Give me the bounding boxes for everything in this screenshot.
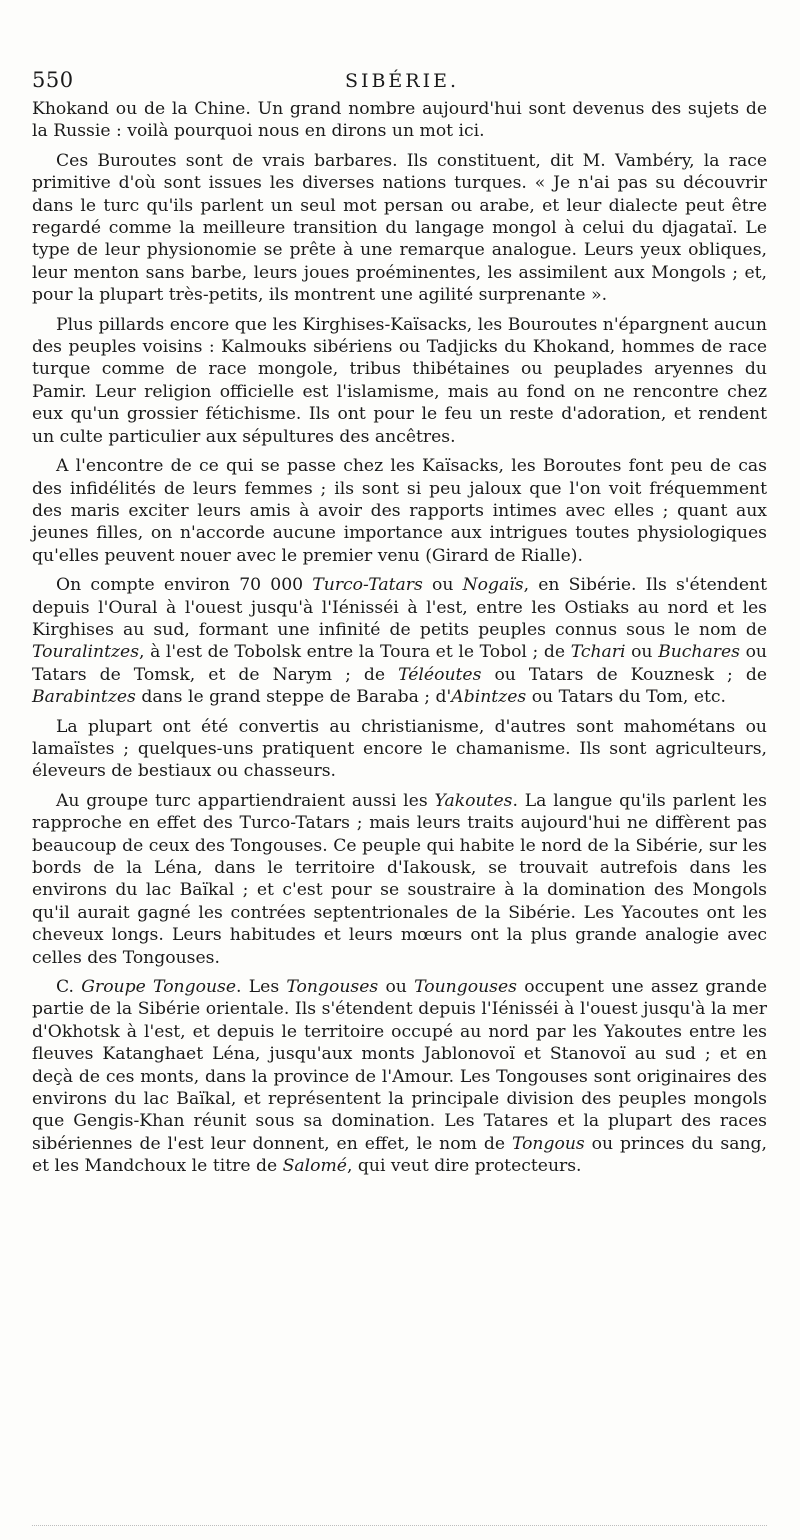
text-run: occupent une assez grande partie de la Sibérie orientale. Ils s'étendent depuis l'Iénisséi à l'ouest jusqu'à la mer d'Okhotsk à l'est, et depuis le territoire occupé au nord par les Yakoutes entre les fleuves Katanghaet Léna, jusqu'aux monts Jablonovoï et Stanovoï au sud ; et en deçà de ces monts, dans la province de l'Amour. Les Tongouses sont originaires des environs du lac Baïkal, et représentent la principale division des peuples mongols que Gengis-Khan réunit sous sa domination. Les Tatares et la plupart des races sibériennes de l'est leur donnent, en effet, le nom de bbox=[32, 977, 767, 1154]
paragraph bbox=[32, 150, 767, 307]
text-run: Au groupe turc appartiendraient aussi les bbox=[56, 790, 435, 811]
text-run: dans le grand steppe de Baraba ; d' bbox=[135, 687, 452, 708]
text-run: , à l'est de Tobolsk entre la Toura et le Tobol ; de bbox=[139, 642, 571, 663]
text-run: ou bbox=[378, 977, 415, 998]
italic-term: Nogaïs bbox=[462, 575, 524, 596]
italic-term: Turco-Tatars bbox=[312, 575, 423, 596]
paragraph bbox=[32, 716, 767, 783]
page-number: 550 bbox=[32, 68, 74, 92]
text-run: ou princes du sang, et les Mandchoux le titre de bbox=[32, 1133, 767, 1177]
italic-term: Abintzes bbox=[451, 687, 527, 708]
italic-term: Téléoutes bbox=[398, 664, 482, 685]
paragraph bbox=[32, 790, 767, 969]
paragraph bbox=[32, 314, 767, 448]
paragraph bbox=[32, 574, 767, 708]
text-run: ou bbox=[625, 642, 659, 663]
paragraph bbox=[32, 976, 767, 1178]
text-run: ou Tatars de Kouznesk ; de bbox=[481, 664, 767, 685]
footer-rule bbox=[32, 1525, 767, 1526]
text-run: Ces Buroutes sont de vrais barbares. Ils constituent, dit M. Vambéry, la race primitive d'où sont issues les diverses nations turques. « Je n'ai pas su découvrir dans le turc qu'ils parlent un seul mot persan ou arabe, et leur dialecte peut être regardé comme la meilleure transition du langage mongol à celui du djagataï. Le type de leur physionomie se prête à une remarque analogue. Leurs yeux obliques, leur menton sans barbe, leurs joues proéminentes, les assimilent aux Mongols ; et, pour la plupart très-petits, ils montrent une agilité surprenante ». bbox=[32, 150, 767, 306]
text-run: On compte environ 70 000 bbox=[56, 575, 313, 596]
italic-term: Buchares bbox=[658, 642, 740, 663]
paragraph bbox=[32, 455, 767, 567]
text-run: ou Tatars du Tom, etc. bbox=[526, 687, 727, 708]
text-run: , qui veut dire protecteurs. bbox=[346, 1156, 582, 1177]
italic-term: Barabintzes bbox=[32, 687, 136, 708]
italic-term: Touralintzes bbox=[32, 642, 140, 663]
italic-term: Yakoutes bbox=[434, 790, 513, 811]
text-run: A l'encontre de ce qui se passe chez les Kaïsacks, les Boroutes font peu de cas des infidélités de leurs femmes ; ils sont si peu jaloux que l'on voit fréquemment des maris exciter leurs amis à avoir des rapports intimes avec elles ; quant aux jeunes filles, on n'accorde aucune importance aux intrigues toutes physiologiques qu'elles peuvent nouer avec le premier venu (Girard de Rialle). bbox=[32, 456, 767, 566]
text-run: . La langue qu'ils parlent les rapproche en effet des Turco-Tatars ; mais leurs traits aujourd'hui ne diffèrent pas beaucoup de ceux des Tongouses. Ce peuple qui habite le nord de la Sibérie, sur les bords de la Léna, dans le territoire d'Iakousk, se trouvait autrefois dans les environs du lac Baïkal ; et c'est pour se soustraire à la domination des Mongols qu'il aurait gagné les contrées septentrionales de la Sibérie. Les Yacoutes ont les cheveux longs. Leurs habitudes et leurs mœurs ont la plus grande analogie avec celles des Tongouses. bbox=[32, 790, 767, 968]
page-header bbox=[32, 60, 772, 100]
italic-term: Toungouses bbox=[414, 977, 517, 998]
italic-term: Salomé bbox=[282, 1156, 347, 1177]
body-text bbox=[32, 98, 767, 1185]
text-run: Khokand ou de la Chine. Un grand nombre aujourd'hui sont devenus des sujets de la Russie : voilà pourquoi nous en dirons un mot ici. bbox=[32, 99, 767, 142]
paragraph bbox=[32, 98, 767, 143]
text-run: La plupart ont été convertis au christianisme, d'autres sont mahométans ou lamaïstes ; quelques-uns pratiquent encore le chamanisme. Ils sont agriculteurs, éleveurs de bestiaux ou chasseurs. bbox=[32, 716, 767, 782]
italic-term: Tongouses bbox=[286, 977, 379, 998]
running-head: SIBÉRIE. bbox=[344, 70, 460, 92]
text-run: , en Sibérie. Ils s'étendent depuis l'Oural à l'ouest jusqu'à l'Iénisséi à l'est, entre les Ostiaks au nord et les Kirghises au sud, formant une infinité de petits peuples connus sous le nom de bbox=[32, 575, 767, 640]
italic-term: Tongous bbox=[511, 1133, 585, 1154]
italic-term: Groupe Tongouse bbox=[81, 977, 237, 998]
text-run: ou bbox=[422, 575, 463, 596]
text-run: Plus pillards encore que les Kirghises-Kaïsacks, les Bouroutes n'épargnent aucun des peuples voisins : Kalmouks sibériens ou Tadjicks du Khokand, hommes de race turque comme de race mongole, tribus thibétaines ou peuplades aryennes du Pamir. Leur religion officielle est l'islamisme, mais au fond on ne rencontre chez eux qu'un grossier fétichisme. Ils ont pour le feu un reste d'adoration, et rendent un culte particulier aux sépultures des ancêtres. bbox=[32, 314, 767, 447]
italic-term: Tchari bbox=[570, 642, 626, 663]
text-run: ou Tatars de Tomsk, et de Narym ; de bbox=[32, 642, 767, 685]
text-run: . Les bbox=[236, 977, 287, 998]
text-run: C. bbox=[56, 977, 82, 998]
